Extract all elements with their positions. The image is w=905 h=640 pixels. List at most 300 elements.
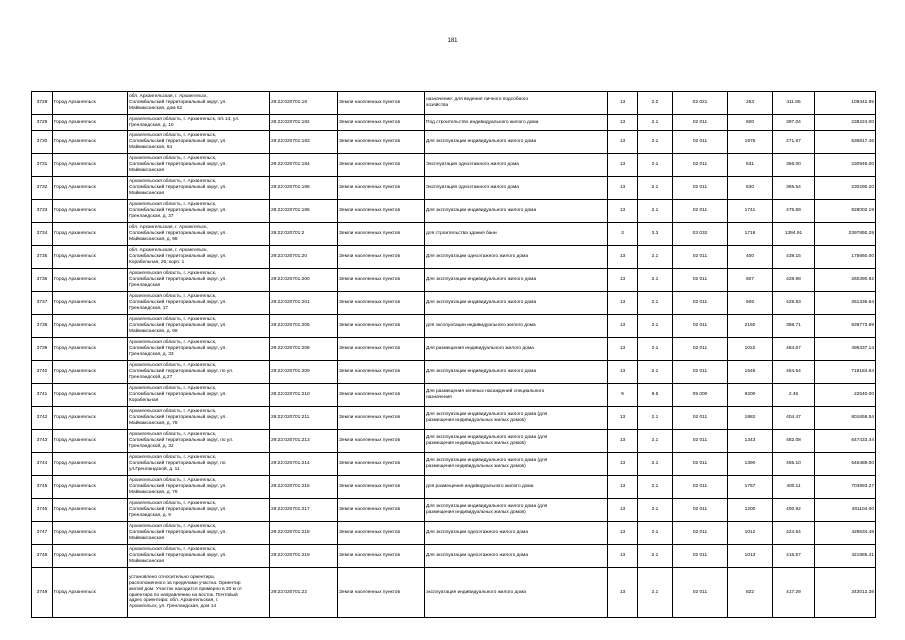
permitted-use-cell [425,499,608,522]
subgroup-code-cell: 2.1 [638,568,673,618]
table-row [32,154,876,177]
row-number: 3735 [32,246,53,269]
classifier-code-cell: 02 011 [673,522,728,545]
cell-line: Соломбальский территориальный округ, ул. [129,139,227,145]
cell-line: Гренландская, 17 [129,305,169,311]
classifier-code-cell: 02 011 [673,430,728,453]
classifier-code-cell: 02 011 [673,200,728,223]
locality-cell: Город Архангельск [53,361,128,384]
group-code-cell: 13 [608,115,638,131]
cell-line: Для эксплуатации одноэтажного жилого дома [426,254,529,260]
group-code-cell: 13 [608,315,638,338]
cadastral-value-cell: 421985.41 [815,545,876,568]
address-cell [128,453,270,476]
cell-line: Маймаксанская, д. 68 [129,328,178,334]
cell-line: расположенного за пределами участка. Ориентир [129,580,241,586]
address-cell [128,568,270,618]
address-cell [128,407,270,430]
subgroup-code-cell: 2.1 [638,177,673,200]
cell-line: Архангельская область, г. Архангельск, [129,202,217,208]
cadastral-value-cell: 647433.44 [815,430,876,453]
land-category-cell: Земли населенных пунктов [338,568,425,618]
specific-value-cell: 400.11 [773,476,815,499]
group-code-cell: 13 [608,177,638,200]
group-code-cell: 13 [608,292,638,315]
cell-line: Для эксплуатации индивидуального жилого дома (для [426,435,548,441]
cell-line: Архангельская область, г. Архангельск, [129,156,217,162]
cadastral-value-cell: 801659.54 [815,407,876,430]
table-row [32,522,876,545]
cell-line: Архангельская область, г. Архангельск, [129,547,217,553]
classifier-code-cell: 02 011 [673,292,728,315]
cadastral-value-cell: 646489.00 [815,453,876,476]
classifier-code-cell: 02 011 [673,568,728,618]
land-category-cell: Земли населенных пунктов [338,115,425,131]
land-category-cell: Земли населенных пунктов [338,223,425,246]
address-cell [128,545,270,568]
row-number: 3732 [32,177,53,200]
cell-line: Для эксплуатации одноэтажного жилого дома [426,553,529,559]
cell-line: Эксплуатация одноэтажного жилого дома [426,185,519,191]
cadastral-number-cell: 29:22:020701:214 [270,453,338,476]
locality-cell: Город Архангельск [53,292,128,315]
cell-line: Для эксплуатации индивидуального жилого дома (для [426,504,548,510]
table-row [32,384,876,407]
locality-cell: Город Архангельск [53,177,128,200]
land-category-cell: Земли населенных пунктов [338,154,425,177]
area-cell: 1013 [728,545,773,568]
subgroup-code-cell: 2.1 [638,430,673,453]
land-category-cell: Земли населенных пунктов [338,315,425,338]
locality-cell: Город Архангельск [53,246,128,269]
cadastral-value-cell: 261336.64 [815,292,876,315]
locality-cell: Город Архангельск [53,200,128,223]
table-row [32,131,876,154]
cell-line: Соломбальский территориальный округ, ул. [129,185,227,191]
permitted-use-cell [425,545,608,568]
cell-line: Архангельская область, г. Архангельск, [129,432,217,438]
land-category-cell: Земли населенных пунктов [338,131,425,154]
permitted-use-cell [425,131,608,154]
cadastral-value-cell: 481104.00 [815,499,876,522]
land-category-cell: Земли населенных пунктов [338,269,425,292]
cell-line: Соломбальский территориальный округ, ул. [129,162,227,168]
cell-line: Для эксплуатации одноэтажного жилого дома [426,530,529,536]
address-cell [128,476,270,499]
classifier-code-cell: 02 011 [673,315,728,338]
permitted-use-cell [425,407,608,430]
cell-line: установлено относительно ориентира, [129,575,216,581]
classifier-code-cell: 03 032 [673,223,728,246]
locality-cell: Город Архангельск [53,131,128,154]
locality-cell: Город Архангельск [53,545,128,568]
cell-line: обл. Архангельская, г. Архангельск, [129,94,208,100]
permitted-use-cell [425,430,608,453]
subgroup-code-cell: 2.1 [638,292,673,315]
cell-line: Архангельская область, г. Архангельск, [129,524,217,530]
cadastral-number-cell: 29:22:020701:186 [270,200,338,223]
group-code-cell: 13 [608,522,638,545]
row-number: 3740 [32,361,53,384]
permitted-use-cell [425,522,608,545]
cadastral-number-cell: 29:22:020701:210 [270,384,338,407]
group-code-cell: 13 [608,499,638,522]
permitted-use-cell [425,338,608,361]
cell-line: Соломбальский территориальный округ, ул. [129,254,227,260]
cell-line: эксплуатация индивидуального жилого дома [426,589,527,595]
specific-value-cell: 428.98 [773,269,815,292]
cell-line: Соломбальский территориальный округ, ул. [129,208,227,214]
area-cell: 400 [728,246,773,269]
cell-line: Для эксплуатации индивидуального жилого дома (для [426,458,548,464]
cell-line: Для размещения индивидуального жилого дома [426,346,534,352]
cell-line: для строительства здания бани [426,231,497,237]
permitted-use-cell [425,154,608,177]
land-category-cell: Земли населенных пунктов [338,545,425,568]
cell-line: Гренландская, д. 33 [129,351,174,357]
cell-line: Соломбальский территориальный округ, ул. [129,415,227,421]
address-cell [128,315,270,338]
cell-line: жилой дом. Участок находится примерно в 20 м от [129,586,243,592]
classifier-code-cell: 02 011 [673,453,728,476]
area-cell: 2160 [728,315,773,338]
specific-value-cell: 429.83 [773,292,815,315]
address-cell [128,92,270,115]
cadastral-number-cell: 29:22:020701:209 [270,361,338,384]
permitted-use-cell [425,223,608,246]
row-number: 3746 [32,499,53,522]
area-cell: 600 [728,115,773,131]
specific-value-cell: 365.54 [773,177,815,200]
cadastral-number-cell: 29:22:020701:205 [270,315,338,338]
group-code-cell: 13 [608,430,638,453]
cell-line: для размещения индивидуального жилого дома [426,484,534,490]
cadastral-number-cell: 29:22:020701:22 [270,568,338,618]
group-code-cell: 13 [608,269,638,292]
row-number: 3731 [32,154,53,177]
row-number: 3748 [32,545,53,568]
classifier-code-cell: 02 021 [673,92,728,115]
land-category-cell: Земли населенных пунктов [338,453,425,476]
address-cell [128,246,270,269]
specific-value-cell: 416.57 [773,545,815,568]
cell-line: Архангельская область, г. Архангельск, [129,455,217,461]
specific-value-cell: 424.54 [773,522,815,545]
cell-line: Маймаксанская [129,190,165,196]
subgroup-code-cell: 2.1 [638,115,673,131]
area-cell: 9200 [728,384,773,407]
table-row [32,177,876,200]
subgroup-code-cell: 2.1 [638,338,673,361]
classifier-code-cell: 02 011 [673,269,728,292]
subgroup-code-cell: 2.1 [638,453,673,476]
classifier-code-cell: 02 011 [673,131,728,154]
address-cell [128,154,270,177]
cadastral-number-cell: 29:22:020701:215 [270,476,338,499]
land-category-cell: Земли населенных пунктов [338,476,425,499]
land-category-cell: Земли населенных пунктов [338,338,425,361]
cell-line: для эксплуатации индивидуального жилого дома [426,323,536,329]
area-cell: 1982 [728,407,773,430]
permitted-use-cell [425,476,608,499]
specific-value-cell: 411.85 [773,92,815,115]
cadastral-number-cell: 29:22:020701:183 [270,131,338,154]
table-row [32,292,876,315]
cell-line: Маймаксанская, д. 78 [129,420,178,426]
locality-cell: Город Архангельск [53,269,128,292]
cell-line: Архангельская область, г. Архангельск, [129,478,217,484]
table-row [32,246,876,269]
cell-line: Соломбальский территориальный округ, ул. [129,323,227,329]
address-cell [128,338,270,361]
cell-line: Для эксплуатации индивидуального жилого дома [426,277,537,283]
permitted-use-cell [425,200,608,223]
cell-line: размещения индивидуальных жилых домов) [426,464,526,469]
specific-value-cell: 366.00 [773,154,815,177]
area-cell: 1012 [728,522,773,545]
table-row [32,407,876,430]
specific-value-cell: 417.29 [773,568,815,618]
cell-line: Для эксплуатации индивидуального жилого дома [426,139,537,145]
address-cell [128,269,270,292]
cell-line: обл. Архангельская, г. Архангельск, [129,248,208,254]
permitted-use-cell [425,568,608,618]
cell-line: Для эксплуатации индивидуального жилого дома [426,300,537,306]
cell-line: Архангельская область, г. Архангельск, [129,179,217,185]
permitted-use-cell [425,292,608,315]
cell-line: Для размещения зеленых насаждений специального [426,389,545,395]
cadastral-number-cell: 29:22:020701:218 [270,522,338,545]
specific-value-cell: 439.15 [773,246,815,269]
table-row [32,545,876,568]
address-cell [128,522,270,545]
cadastral-number-cell: 29:22:020701:2 [270,223,338,246]
cadastral-value-cell: 536817.46 [815,131,876,154]
permitted-use-cell [425,315,608,338]
cadastral-number-cell: 29:22:020701:219 [270,545,338,568]
cadastral-value-cell: 429634.48 [815,522,876,545]
group-code-cell: 13 [608,476,638,499]
cell-line: Соломбальский территориальный округ, ул. [129,392,227,398]
cell-line: Для эксплуатации индивидуального жилого дома (для [426,412,548,418]
specific-value-cell: 404.47 [773,407,815,430]
cell-line: назначения [426,395,452,400]
subgroup-code-cell: 2.1 [638,200,673,223]
address-cell [128,499,270,522]
subgroup-code-cell: 2.1 [638,476,673,499]
table-row [32,115,876,131]
locality-cell: Город Архангельск [53,384,128,407]
cell-line: Маймаксанская [129,167,165,173]
cell-line: адрес ориентира: обл. Архангельская, г. [129,598,219,604]
cell-line: Соломбальский территориальный округ, ул. [129,553,227,559]
group-code-cell: 13 [608,200,638,223]
address-cell [128,200,270,223]
group-code-cell: 13 [608,338,638,361]
cell-line: Эксплуатация одноэтажного жилого дома [426,162,519,168]
land-category-cell: Земли населенных пунктов [338,200,425,223]
group-code-cell: 13 [608,568,638,618]
table-row [32,476,876,499]
page-number: 181 [447,38,458,44]
specific-value-cell: 464.54 [773,361,815,384]
cadastral-value-table [31,91,876,618]
cadastral-number-cell: 29:22:020701:18 [270,92,338,115]
land-category-cell: Земли населенных пунктов [338,522,425,545]
cell-line: Под строительство индивидуального жилого дома [426,119,539,125]
group-code-cell: 3 [608,223,638,246]
address-cell [128,177,270,200]
cell-line: размещения индивидуальных жилых домов) [426,510,526,515]
cadastral-value-cell: 238224.00 [815,115,876,131]
group-code-cell: 13 [608,131,638,154]
cell-line: Гренландская, д. 9 [129,512,171,518]
cadastral-value-cell: 343012.38 [815,568,876,618]
address-cell [128,292,270,315]
subgroup-code-cell: 2.1 [638,499,673,522]
cadastral-number-cell: 29:22:020701:213 [270,430,338,453]
cell-line: Для эксплуатации индивидуального жилого дома [426,369,537,375]
cell-line: обл. Архангельская, г. Архангельск, [129,225,208,231]
cadastral-number-cell: 29:22:020701:185 [270,177,338,200]
row-number: 3749 [32,568,53,618]
cell-line: Маймаксанская, дом 62 [129,105,183,111]
group-code-cell: 13 [608,154,638,177]
cell-line: Архангельская область, г. Архангельск, [129,271,217,277]
table-row [32,430,876,453]
locality-cell: Город Архангельск [53,499,128,522]
area-cell: 1741 [728,200,773,223]
permitted-use-cell [425,92,608,115]
specific-value-cell: 397.04 [773,115,815,131]
area-cell: 1546 [728,361,773,384]
permitted-use-cell [425,115,608,131]
subgroup-code-cell: 2.1 [638,315,673,338]
cadastral-value-cell: 703993.27 [815,476,876,499]
permitted-use-cell [425,246,608,269]
group-code-cell: 13 [608,246,638,269]
cell-line: Гренландская, д. 37 [129,213,174,219]
cell-line: Гренландской, д.27 [129,374,173,380]
cell-line: Соломбальский территориальный округ, ул. [129,300,227,306]
cell-line: Маймаксанская, 64 [129,144,173,150]
cell-line: Соломбальский территориальный округ, ул. [129,484,227,490]
cell-line: Архангельская область, г. Архангельск, [129,340,217,346]
permitted-use-cell [425,361,608,384]
cell-line: ул.Гренландской, д. 11 [129,466,180,472]
cell-line: Соломбальский территориальный округ, ул. [129,100,227,106]
table-row [32,200,876,223]
area-cell: 1200 [728,499,773,522]
row-number: 3744 [32,453,53,476]
cell-line: размещения индивидуальных жилых домов) [426,441,526,446]
locality-cell: Город Архангельск [53,407,128,430]
land-category-cell: Земли населенных пунктов [338,407,425,430]
locality-cell: Город Архангельск [53,338,128,361]
cadastral-number-cell: 29:22:020701:20 [270,246,338,269]
cell-line: хозяйства [426,103,449,108]
table-row [32,453,876,476]
locality-cell: Город Архангельск [53,92,128,115]
subgroup-code-cell: 2.1 [638,407,673,430]
group-code-cell: 13 [608,407,638,430]
locality-cell: Город Архангельск [53,476,128,499]
locality-cell: Город Архангельск [53,154,128,177]
row-number: 3734 [32,223,53,246]
subgroup-code-cell: 2.1 [638,545,673,568]
specific-value-cell: 484.67 [773,338,815,361]
group-code-cell: 13 [608,453,638,476]
row-number: 3733 [32,200,53,223]
land-category-cell: Земли населенных пунктов [338,246,425,269]
cell-line: Архангельская область, г. Архангельск, [129,501,217,507]
subgroup-code-cell: 2.1 [638,361,673,384]
locality-cell: Город Архангельск [53,315,128,338]
subgroup-code-cell: 2.1 [638,246,673,269]
cell-line: Корабельная, 26, корп. 1 [129,259,185,265]
cell-line: Архангельская область, г. Архангельск, [129,294,217,300]
cell-line: Архангельск, ул. Гренландская, дом 14 [129,604,217,610]
cadastral-value-cell: 260390.92 [815,269,876,292]
cadastral-number-cell: 29:22:020701:184 [270,154,338,177]
address-cell [128,384,270,407]
subgroup-code-cell: 3.3 [638,223,673,246]
subgroup-code-cell: 2.1 [638,154,673,177]
locality-cell: Город Архангельск [53,115,128,131]
cell-line: Гренландская [129,282,161,288]
cell-line: Архангельская область, г. Архангельск, [129,386,217,392]
table-row [32,269,876,292]
permitted-use-cell [425,453,608,476]
classifier-code-cell: 02 011 [673,338,728,361]
area-cell: 253 [728,92,773,115]
row-number: 3738 [32,315,53,338]
address-cell [128,131,270,154]
specific-value-cell: 400.92 [773,499,815,522]
classifier-code-cell: 02 011 [673,361,728,384]
cell-line: Соломбальский территориальный округ, по ул. [129,369,234,375]
cell-line: Для эксплуатации индивидуального жилого дома [426,208,537,214]
subgroup-code-cell: 2.2 [638,92,673,115]
specific-value-cell: 388.71 [773,315,815,338]
specific-value-cell: 2.45 [773,384,815,407]
cell-line: Соломбальский территориальный округ, ул. [129,507,227,513]
classifier-code-cell: 02 011 [673,499,728,522]
specific-value-cell: 482.08 [773,430,815,453]
classifier-code-cell: 02 011 [673,177,728,200]
classifier-code-cell: 02 011 [673,154,728,177]
cell-line: Корабельная [129,397,159,403]
cadastral-value-cell: 2397850.29 [815,223,876,246]
area-cell: 1757 [728,476,773,499]
row-number: 3730 [32,131,53,154]
cadastral-value-cell: 109342.85 [815,92,876,115]
cadastral-value-cell: 828002.19 [815,200,876,223]
area-cell: 1343 [728,430,773,453]
row-number: 3739 [32,338,53,361]
permitted-use-cell [425,177,608,200]
cadastral-number-cell: 29:22:020701:217 [270,499,338,522]
land-category-cell: Земли населенных пунктов [338,499,425,522]
subgroup-code-cell: 2.1 [638,522,673,545]
classifier-code-cell: 02 011 [673,407,728,430]
cell-line: размещения индивидуальных жилых домов) [426,418,526,423]
row-number: 3728 [32,92,53,115]
area-cell: 607 [728,269,773,292]
cadastral-number-cell: 29:22:020701:182 [270,115,338,131]
cell-line: Соломбальский территориальный округ, ул. [129,346,227,352]
cell-line: Маймаксанская [129,558,165,564]
